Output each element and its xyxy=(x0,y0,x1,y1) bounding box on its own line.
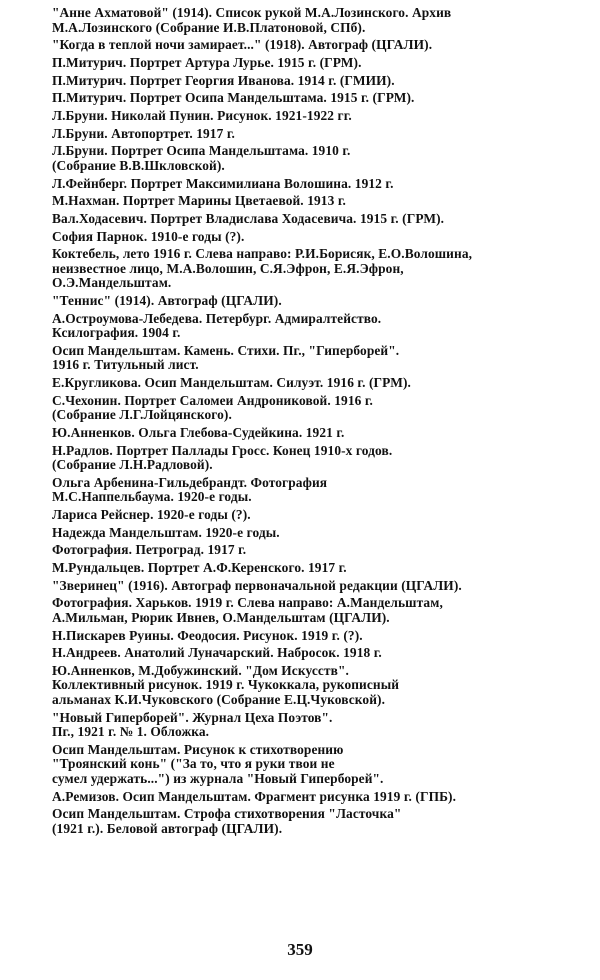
list-item: Л.Бруни. Автопортрет. 1917 г. xyxy=(52,125,235,141)
list-item: София Парнок. 1910-е годы (?). xyxy=(52,228,245,244)
list-item: Фотография. Харьков. 1919 г. Слева направо: А.Мандельштам, А.Мильман, Рюрик Ивнев, О.Мандельштам (ЦГАЛИ). xyxy=(52,595,443,625)
list-item: Н.Андреев. Анатолий Луначарский. Набросок. 1918 г. xyxy=(52,645,382,661)
list-item: Н.Пискарев Руины. Феодосия. Рисунок. 1919 г. (?). xyxy=(52,627,363,643)
list-item: "Зверинец" (1916). Автограф первоначальной редакции (ЦГАЛИ). xyxy=(52,577,462,593)
list-item: А.Остроумова-Лебедева. Петербург. Адмиралтейство. Ксилография. 1904 г. xyxy=(52,310,382,341)
list-item: Н.Радлов. Портрет Паллады Гросс. Конец 1910-х годов. (Собрание Л.Н.Радловой). xyxy=(52,442,393,473)
list-item: Коктебель, лето 1916 г. Слева направо: Р.И.Борисяк, Е.О.Волошина, неизвестное лицо, М.А.Волошин, С.Я.Эфрон, Е.Я.Эфрон, О.Э.Мандельштам. xyxy=(52,246,473,291)
list-item: П.Митурич. Портрет Георгия Иванова. 1914 г. (ГМИИ). xyxy=(52,72,395,88)
list-item: "Новый Гиперборей". Журнал Цеха Поэтов". Пг., 1921 г. № 1. Обложка. xyxy=(52,709,333,740)
list-item: Надежда Мандельштам. 1920-е годы. xyxy=(52,524,280,540)
list-item: Л.Бруни. Портрет Осипа Мандельштама. 1910 г. (Собрание В.В.Шкловской). xyxy=(52,143,351,173)
list-item: Ю.Анненков. Ольга Глебова-Судейкина. 1921 г. xyxy=(52,424,345,440)
list-item: "Когда в теплой ночи замирает..." (1918). Автограф (ЦГАЛИ). xyxy=(52,37,433,53)
list-item: Лариса Рейснер. 1920-е годы (?). xyxy=(52,506,251,522)
list-item: "Теннис" (1914). Автограф (ЦГАЛИ). xyxy=(52,292,282,308)
page-number: 359 xyxy=(287,940,313,959)
list-item: Осип Мандельштам. Строфа стихотворения "Ласточка" (1921 г.). Беловой автограф (ЦГАЛИ). xyxy=(52,806,402,836)
list-item: П.Митурич. Портрет Артура Лурье. 1915 г. (ГРМ). xyxy=(52,54,362,70)
list-item: С.Чехонин. Портрет Саломеи Андрониковой. 1916 г. (Собрание Л.Г.Лойцянского). xyxy=(52,392,373,423)
list-item: Ольга Арбенина-Гильдебрандт. Фотография М.С.Наппельбаума. 1920-е годы. xyxy=(52,474,328,505)
list-item: Осип Мандельштам. Камень. Стихи. Пг., "Гиперборей". 1916 г. Титульный лист. xyxy=(52,342,400,373)
list-item: П.Митурич. Портрет Осипа Мандельштама. 1915 г. (ГРМ). xyxy=(52,90,415,106)
list-item: Осип Мандельштам. Рисунок к стихотворению "Троянский конь" ("За то, что я руки твои не сумел удержать...") из журнала "Новый Гиперборей". xyxy=(52,741,384,786)
illustration-list xyxy=(52,6,572,839)
list-item: "Анне Ахматовой" (1914). Список рукой М.А.Лозинского. Архив М.А.Лозинского (Собрание И.В.Платоновой, СПб). xyxy=(52,5,452,35)
list-item: М.Рундальцев. Портрет А.Ф.Керенского. 1917 г. xyxy=(52,560,347,575)
list-item: Вал.Ходасевич. Портрет Владислава Ходасевича. 1915 г. (ГРМ). xyxy=(52,210,445,226)
list-item: Фотография. Петроград. 1917 г. xyxy=(52,542,247,558)
list-item: Л.Бруни. Николай Пунин. Рисунок. 1921-1922 гг. xyxy=(52,107,352,123)
list-item: Л.Фейнберг. Портрет Максимилиана Волошина. 1912 г. xyxy=(52,175,394,191)
list-item: М.Нахман. Портрет Марины Цветаевой. 1913 г. xyxy=(52,193,346,209)
list-item: Ю.Анненков, М.Добужинский. "Дом Искусств". Коллективный рисунок. 1919 г. Чукоккала, рукописный альманах К.И.Чуковского (Собрание Е.Ц.Чуковской). xyxy=(52,662,400,707)
list-item: Е.Кругликова. Осип Мандельштам. Силуэт. 1916 г. (ГРМ). xyxy=(52,375,411,390)
list-item: А.Ремизов. Осип Мандельштам. Фрагмент рисунка 1919 г. (ГПБ). xyxy=(52,788,457,804)
